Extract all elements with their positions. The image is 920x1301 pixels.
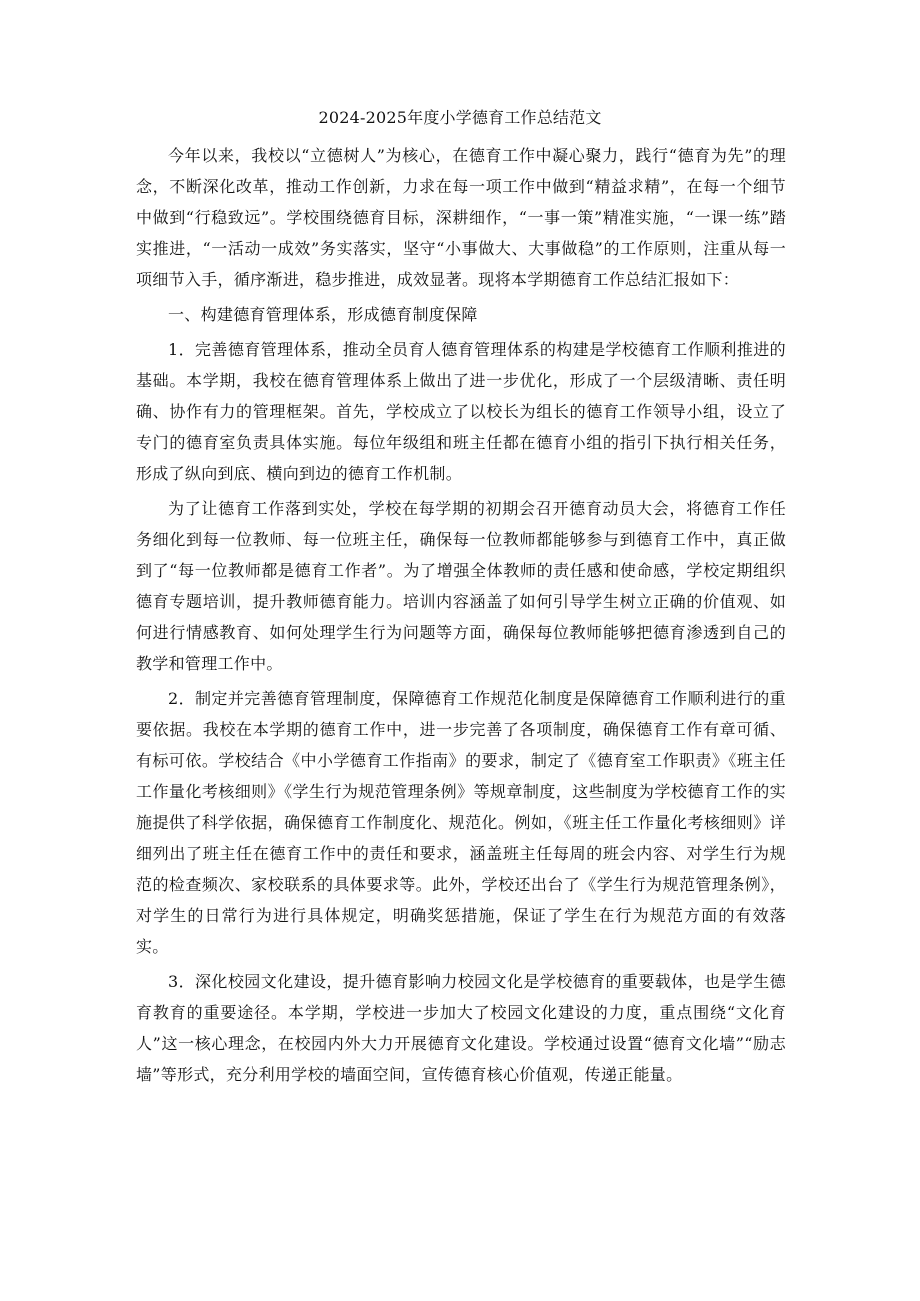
paragraph-intro: 今年以来，我校以“立德树人”为核心，在德育工作中凝心聚力，践行“德育为先”的理念，不断深化改革，推动工作创新，力求在每一项工作中做到“精益求精”，在每一个细节中做到“行稳致远”。学校围绕德育目标，深耕细作，“一事一策”精准实施，“一课一练”踏实推进，“一活动一成效”务实落实，坚守“小事做大、大事做稳”的工作原则，注重从每一项细节入手，循序渐进，稳步推进，成效显著。现将本学期德育工作总结汇报如下： [136,146,786,289]
document-title: 2024-2025年度小学德育工作总结范文 [318,108,602,127]
section-heading-1: 一、构建德育管理体系，形成德育制度保障 [168,305,478,324]
paragraph-1-1-cont: 为了让德育工作落到实处，学校在每学期的初期会召开德育动员大会，将德育工作任务细化到每一位教师、每一位班主任，确保每一位教师都能够参与到德育工作中，真正做到了“每一位教师都是德育工作者”。为了增强全体教师的责任感和使命感，学校定期组织德育专题培训，提升教师德育能力。培训内容涵盖了如何引导学生树立正确的价值观、如何进行情感教育、如何处理学生行为问题等方面，确保每位教师能够把德育渗透到自己的教学和管理工作中。 [136,499,786,673]
paragraph-1-3: 3．深化校园文化建设，提升德育影响力校园文化是学校德育的重要载体，也是学生德育教育的重要途径。本学期，学校进一步加大了校园文化建设的力度，重点围绕“文化育人”这一核心理念，在校园内外大力开展德育文化建设。学校通过设置“德育文化墙”“励志墙”等形式，充分利用学校的墙面空间，宣传德育核心价值观，传递正能量。 [136,972,786,1084]
document-body [136,140,786,1090]
paragraph-1-2: 2．制定并完善德育管理制度，保障德育工作规范化制度是保障德育工作顺利进行的重要依据。我校在本学期的德育工作中，进一步完善了各项制度，确保德育工作有章可循、有标可依。学校结合《中小学德育工作指南》的要求，制定了《德育室工作职责》《班主任工作量化考核细则》《学生行为规范管理条例》等规章制度，这些制度为学校德育工作的实施提供了科学依据，确保德育工作制度化、规范化。例如，《班主任工作量化考核细则》详细列出了班主任在德育工作中的责任和要求，涵盖班主任每周的班会内容、对学生行为规范的检查频次、家校联系的具体要求等。此外，学校还出台了《学生行为规范管理条例》，对学生的日常行为进行具体规定，明确奖惩措施，保证了学生在行为规范方面的有效落实。 [136,689,786,956]
paragraph-1-1: 1．完善德育管理体系，推动全员育人德育管理体系的构建是学校德育工作顺利推进的基础。本学期，我校在德育管理体系上做出了进一步优化，形成了一个层级清晰、责任明确、协作有力的管理框架。首先，学校成立了以校长为组长的德育工作领导小组，设立了专门的德育室负责具体实施。每位年级组和班主任都在德育小组的指引下执行相关任务，形成了纵向到底、横向到边的德育工作机制。 [136,340,786,483]
